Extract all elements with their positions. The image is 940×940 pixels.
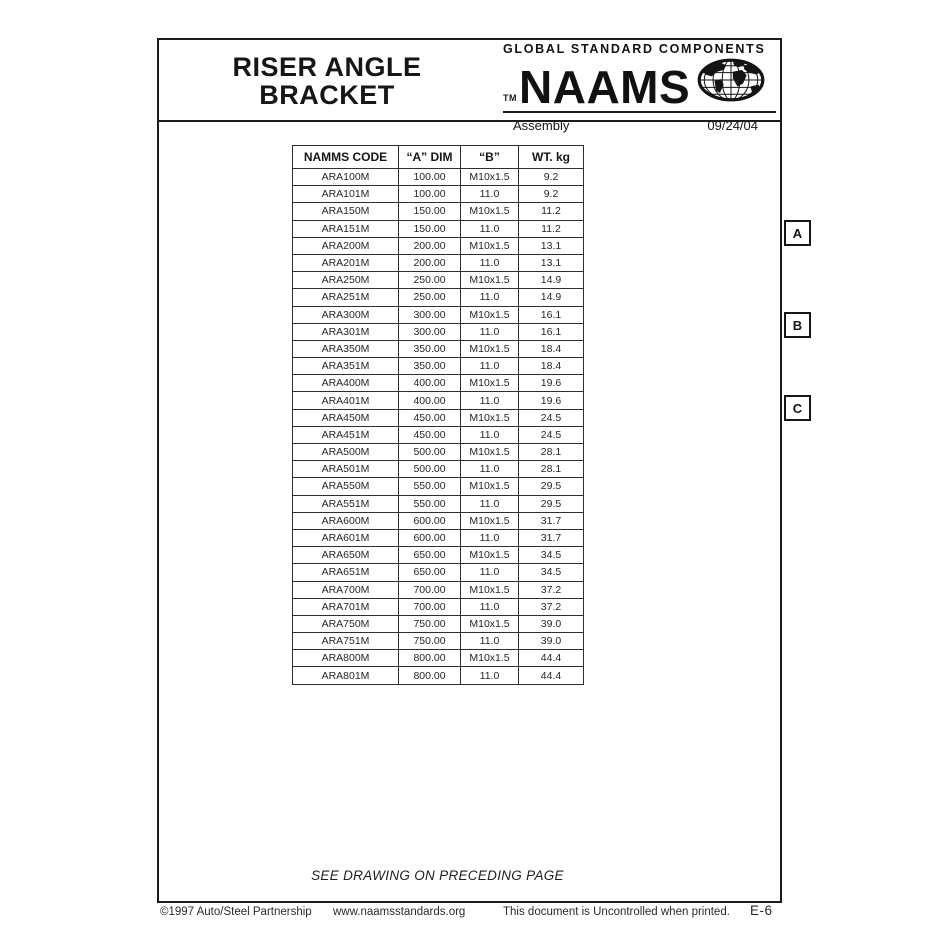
table-cell: 600.00 [399,529,461,546]
table-cell: ARA400M [293,375,399,392]
table-cell: 150.00 [399,203,461,220]
table-cell: 450.00 [399,409,461,426]
table-cell: M10x1.5 [461,237,519,254]
table-cell: M10x1.5 [461,615,519,632]
table-cell: ARA500M [293,444,399,461]
table-row [293,375,584,392]
table-cell: 11.0 [461,220,519,237]
table-row [293,461,584,478]
table-row [293,409,584,426]
table-cell: 550.00 [399,495,461,512]
table-cell: 34.5 [519,564,584,581]
table-cell: ARA300M [293,306,399,323]
table-cell: 11.2 [519,220,584,237]
page-title-line1: RISER ANGLE [232,52,422,82]
date-label: 09/24/04 [707,118,758,133]
table-cell: ARA650M [293,547,399,564]
table-cell: ARA800M [293,650,399,667]
column-header-code: NAMMS CODE [293,146,399,169]
table-cell: M10x1.5 [461,203,519,220]
table-cell: 11.0 [461,529,519,546]
table-cell: ARA101M [293,186,399,203]
table-cell: 700.00 [399,581,461,598]
table-row [293,444,584,461]
table-cell: 200.00 [399,254,461,271]
table-cell: 11.0 [461,289,519,306]
table-cell: 9.2 [519,169,584,186]
table-row [293,323,584,340]
table-cell: ARA750M [293,615,399,632]
trademark-label: TM [503,93,517,103]
table-row [293,340,584,357]
table-cell: ARA700M [293,581,399,598]
table-cell: 200.00 [399,237,461,254]
table-cell: ARA451M [293,426,399,443]
table-cell: 18.4 [519,358,584,375]
table-cell: ARA501M [293,461,399,478]
table-cell: M10x1.5 [461,478,519,495]
table-cell: 650.00 [399,564,461,581]
table-cell: ARA600M [293,512,399,529]
table-cell: ARA651M [293,564,399,581]
table-cell: ARA150M [293,203,399,220]
table-cell: 400.00 [399,375,461,392]
table-row [293,581,584,598]
table-cell: 800.00 [399,650,461,667]
table-cell: 13.1 [519,254,584,271]
subheader-row [503,113,776,133]
table-row [293,495,584,512]
table-cell: 550.00 [399,478,461,495]
table-cell: 24.5 [519,426,584,443]
table-cell: ARA351M [293,358,399,375]
revision-marker-c: C [784,395,811,421]
table-row [293,667,584,684]
table-cell: 39.0 [519,633,584,650]
table-row [293,254,584,271]
table-cell: 28.1 [519,444,584,461]
table-cell: ARA100M [293,169,399,186]
table-cell: ARA751M [293,633,399,650]
table-cell: ARA151M [293,220,399,237]
table-row [293,358,584,375]
table-cell: 28.1 [519,461,584,478]
table-cell: M10x1.5 [461,409,519,426]
table-cell: 11.2 [519,203,584,220]
table-cell: 11.0 [461,598,519,615]
table-row [293,306,584,323]
footer-copyright: ©1997 Auto/Steel Partnership [160,906,312,918]
spec-table-body [293,169,584,685]
table-cell: M10x1.5 [461,272,519,289]
table-row [293,512,584,529]
table-cell: 700.00 [399,598,461,615]
table-cell: 37.2 [519,598,584,615]
table-row [293,186,584,203]
table-cell: 37.2 [519,581,584,598]
table-cell: 29.5 [519,495,584,512]
table-cell: 14.9 [519,272,584,289]
table-cell: ARA550M [293,478,399,495]
table-row [293,564,584,581]
column-header-weight: WT. kg [519,146,584,169]
table-cell: 24.5 [519,409,584,426]
table-cell: 16.1 [519,306,584,323]
table-cell: 350.00 [399,340,461,357]
table-cell: 100.00 [399,186,461,203]
footer-website: www.naamsstandards.org [333,906,466,918]
page-title-line2: BRACKET [259,80,395,110]
table-cell: ARA450M [293,409,399,426]
table-cell: 11.0 [461,564,519,581]
table-cell: 11.0 [461,461,519,478]
table-cell: ARA551M [293,495,399,512]
table-cell: 500.00 [399,461,461,478]
table-cell: 250.00 [399,289,461,306]
table-cell: 31.7 [519,529,584,546]
table-cell: 11.0 [461,667,519,684]
table-row [293,650,584,667]
table-cell: 11.0 [461,495,519,512]
table-cell: 500.00 [399,444,461,461]
table-row [293,547,584,564]
table-cell: ARA601M [293,529,399,546]
table-cell: 300.00 [399,306,461,323]
table-cell: 750.00 [399,615,461,632]
see-drawing-note: SEE DRAWING ON PRECEDING PAGE [311,868,564,883]
spec-table-wrap [292,145,584,685]
table-cell: 11.0 [461,358,519,375]
table-cell: ARA250M [293,272,399,289]
table-row [293,633,584,650]
brand-logo-text: NAAMS [519,61,691,113]
table-cell: 150.00 [399,220,461,237]
table-cell: 16.1 [519,323,584,340]
table-cell: 19.6 [519,392,584,409]
table-cell: 9.2 [519,186,584,203]
page-frame [157,38,782,903]
table-cell: ARA701M [293,598,399,615]
table-row [293,169,584,186]
table-row [293,529,584,546]
table-cell: M10x1.5 [461,547,519,564]
table-cell: 450.00 [399,426,461,443]
table-row [293,426,584,443]
table-cell: 11.0 [461,392,519,409]
column-header-b: “B” [461,146,519,169]
table-cell: 34.5 [519,547,584,564]
spec-table [292,145,584,685]
table-cell: 39.0 [519,615,584,632]
footer-disclaimer: This document is Uncontrolled when printed. [503,906,730,918]
table-cell: 44.4 [519,650,584,667]
title-block-header [159,40,780,133]
table-cell: M10x1.5 [461,444,519,461]
table-cell: 400.00 [399,392,461,409]
table-cell: 650.00 [399,547,461,564]
table-cell: 250.00 [399,272,461,289]
table-row [293,598,584,615]
table-cell: ARA350M [293,340,399,357]
table-cell: 18.4 [519,340,584,357]
table-cell: 29.5 [519,478,584,495]
table-cell: 14.9 [519,289,584,306]
table-cell: 11.0 [461,426,519,443]
table-row [293,237,584,254]
table-cell: ARA251M [293,289,399,306]
table-cell: ARA401M [293,392,399,409]
table-cell: M10x1.5 [461,340,519,357]
column-header-a-dim: “A” DIM [399,146,461,169]
table-cell: 31.7 [519,512,584,529]
brand-block [503,41,776,133]
table-row [293,615,584,632]
table-row [293,392,584,409]
table-cell: 350.00 [399,358,461,375]
table-cell: 600.00 [399,512,461,529]
table-cell: 100.00 [399,169,461,186]
table-cell: ARA801M [293,667,399,684]
table-row [293,220,584,237]
table-row [293,478,584,495]
table-cell: M10x1.5 [461,306,519,323]
table-row [293,272,584,289]
table-cell: 11.0 [461,186,519,203]
category-label: Assembly [513,118,570,133]
table-cell: 800.00 [399,667,461,684]
brand-logo-row [503,56,776,113]
table-cell: 11.0 [461,254,519,271]
table-cell: 44.4 [519,667,584,684]
revision-marker-a: A [784,220,811,246]
table-row [293,289,584,306]
table-cell: M10x1.5 [461,169,519,186]
table-row [293,203,584,220]
table-cell: 11.0 [461,633,519,650]
table-cell: M10x1.5 [461,512,519,529]
table-cell: 11.0 [461,323,519,340]
table-cell: M10x1.5 [461,650,519,667]
table-cell: 300.00 [399,323,461,340]
globe-icon [696,57,766,108]
revision-marker-b: B [784,312,811,338]
footer-page-number: E-6 [750,903,773,918]
table-cell: ARA200M [293,237,399,254]
page-title [177,53,477,109]
table-cell: M10x1.5 [461,581,519,598]
brand-tagline: GLOBAL STANDARD COMPONENTS [503,42,766,56]
table-cell: ARA301M [293,323,399,340]
table-cell: M10x1.5 [461,375,519,392]
table-header-row [293,146,584,169]
table-cell: 19.6 [519,375,584,392]
table-cell: 13.1 [519,237,584,254]
table-cell: ARA201M [293,254,399,271]
table-cell: 750.00 [399,633,461,650]
